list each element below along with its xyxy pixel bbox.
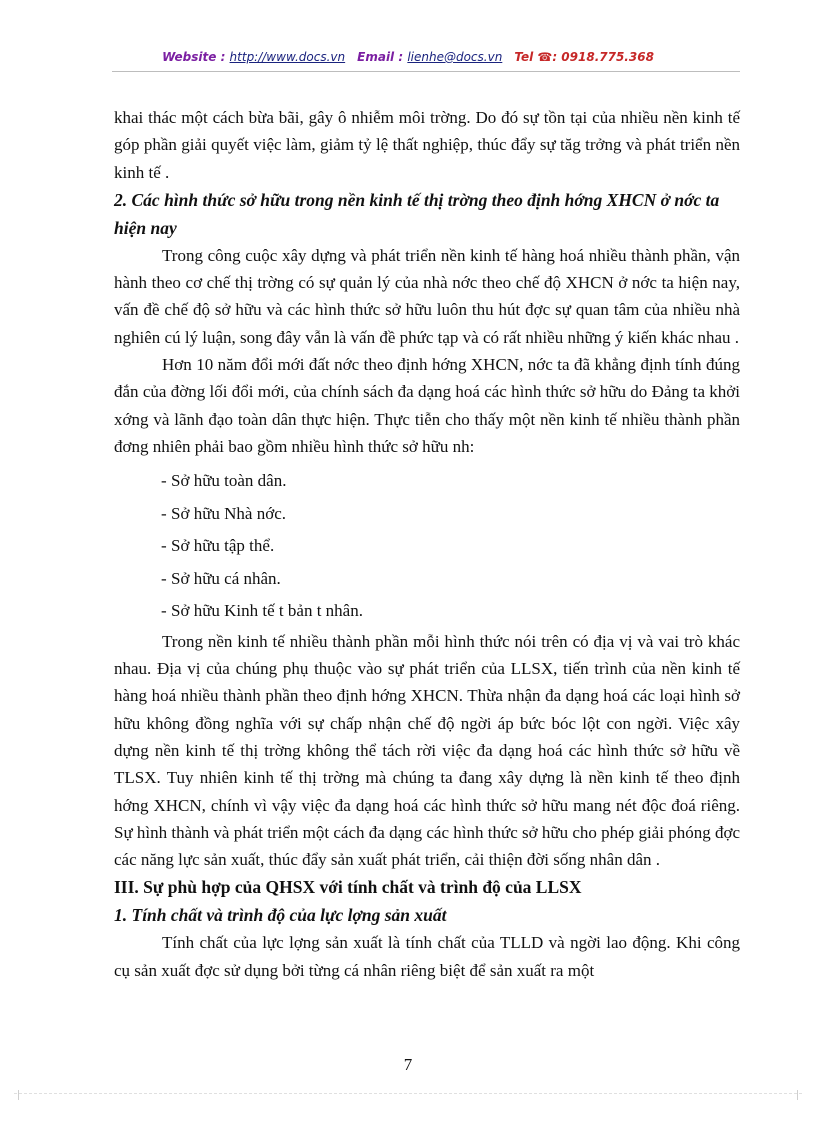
- website-label: Website :: [162, 50, 230, 64]
- list-item: - Sở hữu cá nhân.: [161, 563, 740, 596]
- dash-icon: -: [161, 568, 167, 588]
- list-item: - Sở hữu tập thể.: [161, 530, 740, 563]
- document-body: [114, 104, 740, 984]
- paragraph-5: Tính chất của lực lợng sản xuất là tính chất của TLLD và ngời lao động. Khi công cụ sản xuất đợc sử dụng bởi từng cá nhân riêng biệt để sản xuất ra một: [114, 933, 740, 980]
- crop-mark-left: [8, 1090, 19, 1100]
- page-bottom-border: [14, 1093, 802, 1094]
- list-item: - Sở hữu toàn dân.: [161, 465, 740, 498]
- ownership-list: [114, 465, 740, 628]
- tel-label: Tel ☎: 0918.775.368: [514, 50, 654, 64]
- dash-icon: -: [161, 536, 167, 556]
- email-label: Email :: [357, 50, 408, 64]
- heading-section-2: 2. Các hình thức sở hữu trong nền kinh tế thị trờng theo định hớng XHCN ở nớc ta hiện nay: [114, 189, 720, 238]
- website-link[interactable]: http://www.docs.vn: [229, 50, 346, 64]
- list-item: - Sở hữu Nhà nớc.: [161, 498, 740, 531]
- paragraph-4: Trong nền kinh tế nhiều thành phần mỗi hình thức nói trên có địa vị và vai trò khác nhau. Địa vị của chúng phụ thuộc vào sự phát triển của LLSX, tiến trình của nền kinh tế hàng hoá nhiều thành phần theo định hớng XHCN. Thừa nhận đa dạng hoá các loại hình sở hữu không đồng nghĩa với sự chấp nhận chế độ ngời áp bức bóc lột con ngời. Việc xây dựng nền kinh tế thị trờng không thể tách rời việc đa dạng hoá các hình thức sở hữu về TLSX. Tuy nhiên kinh tế thị trờng mà chúng ta đang xây dựng là nền kinh tế theo định hớng XHCN, chính vì vậy việc đa dạng hoá các hình thức sở hữu mang nét độc đoá riêng. Sự hình thành và phát triển một cách đa dạng các hình thức sở hữu cho phép giải phóng đợc các năng lực sản xuất, thúc đẩy sản xuất phát triển, cải thiện đời sống nhân dân .: [114, 631, 740, 870]
- header-divider: [112, 71, 740, 72]
- email-link[interactable]: lienhe@docs.vn: [407, 50, 503, 64]
- dash-icon: -: [161, 601, 167, 621]
- heading-section-1: 1. Tính chất và trình độ của lực lợng sản xuất: [114, 905, 447, 926]
- dash-icon: -: [161, 471, 167, 491]
- heading-section-III: III. Sự phù hợp của QHSX với tính chất và trình độ của LLSX: [114, 877, 582, 898]
- paragraph-3: Hơn 10 năm đổi mới đất nớc theo định hớng XHCN, nớc ta đã khẳng định tính đúng đắn của đờng lối đổi mới, của chính sách đa dạng hoá các hình thức sở hữu do Đảng ta khởi xớng và lãnh đạo toàn dân thực hiện. Thực tiễn cho thấy một nền kinh tế nhiều thành phần đơng nhiên phải bao gồm nhiều hình thức sở hữu nh:: [114, 355, 740, 456]
- paragraph-2: Trong công cuộc xây dựng và phát triển nền kinh tế hàng hoá nhiều thành phần, vận hành theo cơ chế thị trờng có sự quản lý của nhà nớc theo chế độ XHCN ở nớc ta hiện nay, vấn đề chế độ sở hữu và các hình thức sở hữu luôn thu hút đợc sự quan tâm của nhiều nhà nghiên cú lý luận, song đây vẫn là vấn đề phức tạp và có rất nhiều những ý kiến khác nhau .: [114, 245, 740, 347]
- page-header: [0, 50, 816, 64]
- list-item: - Sở hữu Kinh tế t bản t nhân.: [161, 595, 740, 628]
- page-number: 7: [403, 1055, 413, 1074]
- dash-icon: -: [161, 503, 167, 523]
- paragraph-1: khai thác một cách bừa bãi, gây ô nhiễm môi trờng. Do đó sự tồn tại của nhiều nền kinh tế góp phần giải quyết việc làm, giảm tỷ lệ thất nghiệp, thúc đẩy sự tăg trởng và phát triển nền kinh tế .: [114, 108, 740, 182]
- crop-mark-right: [797, 1090, 808, 1100]
